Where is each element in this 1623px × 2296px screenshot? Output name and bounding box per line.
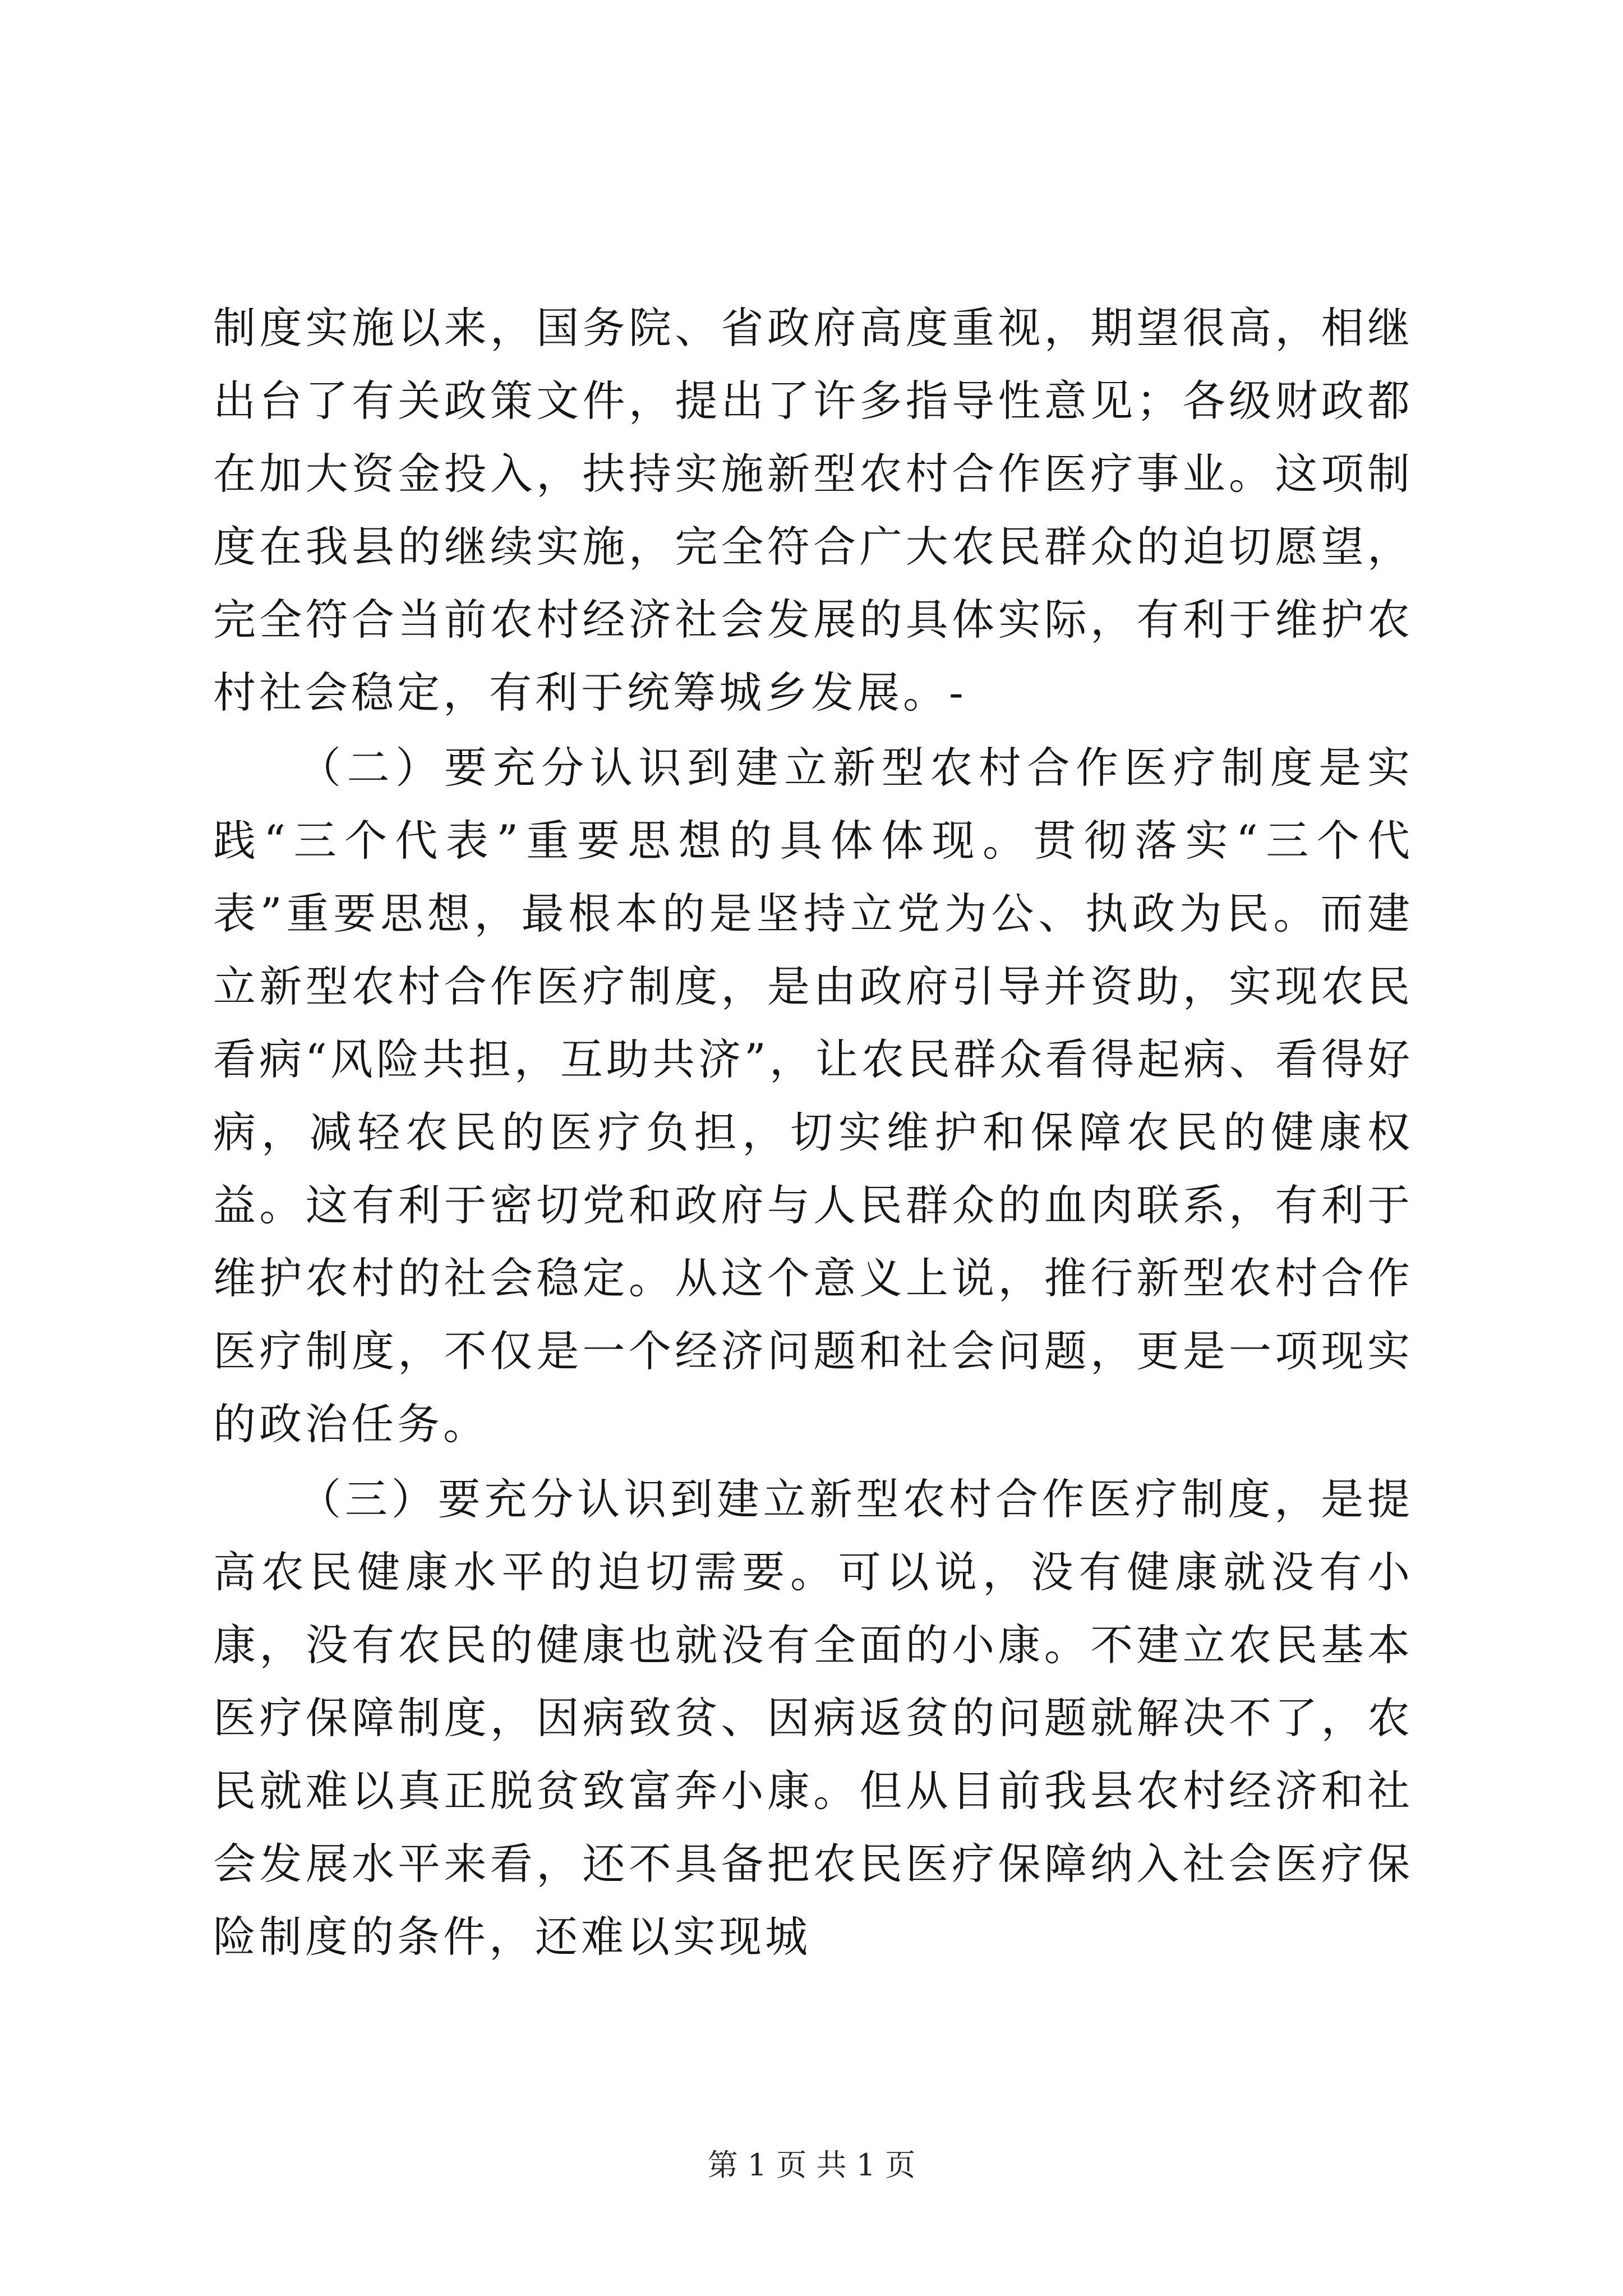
document-body	[213, 292, 1413, 1973]
paragraph-continuation: 制度实施以来，国务院、省政府高度重视，期望很高，相继出台了有关政策文件，提出了许多指导性意见；各级财政都在加大资金投入，扶持实施新型农村合作医疗事业。这项制度在我县的继续实施，完全符合广大农民群众的迫切愿望，完全符合当前农村经济社会发展的具体实际，有利于维护农村社会稳定，有利于统筹城乡发展。-	[213, 303, 1413, 717]
page-footer: 第 1 页 共 1 页	[707, 2147, 916, 2183]
paragraph-section-two: （二）要充分认识到建立新型农村合作医疗制度是实践“三个代表”重要思想的具体体现。贯彻落实“三个代表”重要思想，最根本的是坚持立党为公、执政为民。而建立新型农村合作医疗制度，是由政府引导并资助，实现农民看病“风险共担，互助共济”，让农民群众看得起病、看得好病，减轻农民的医疗负担，切实维护和保障农民的健康权益。这有利于密切党和政府与人民群众的血肉联系，有利于维护农村的社会稳定。从这个意义上说，推行新型农村合作医疗制度，不仅是一个经济问题和社会问题，更是一项现实的政治任务。	[213, 743, 1413, 1449]
paragraph-section-three: （三）要充分认识到建立新型农村合作医疗制度，是提高农民健康水平的迫切需要。可以说，没有健康就没有小康，没有农民的健康也就没有全面的小康。不建立农民基本医疗保障制度，因病致贫、因病返贫的问题就解决不了，农民就难以真正脱贫致富奔小康。但从目前我县农村经济和社会发展水平来看，还不具备把农民医疗保障纳入社会医疗保险制度的条件，还难以实现城	[213, 1474, 1413, 1962]
